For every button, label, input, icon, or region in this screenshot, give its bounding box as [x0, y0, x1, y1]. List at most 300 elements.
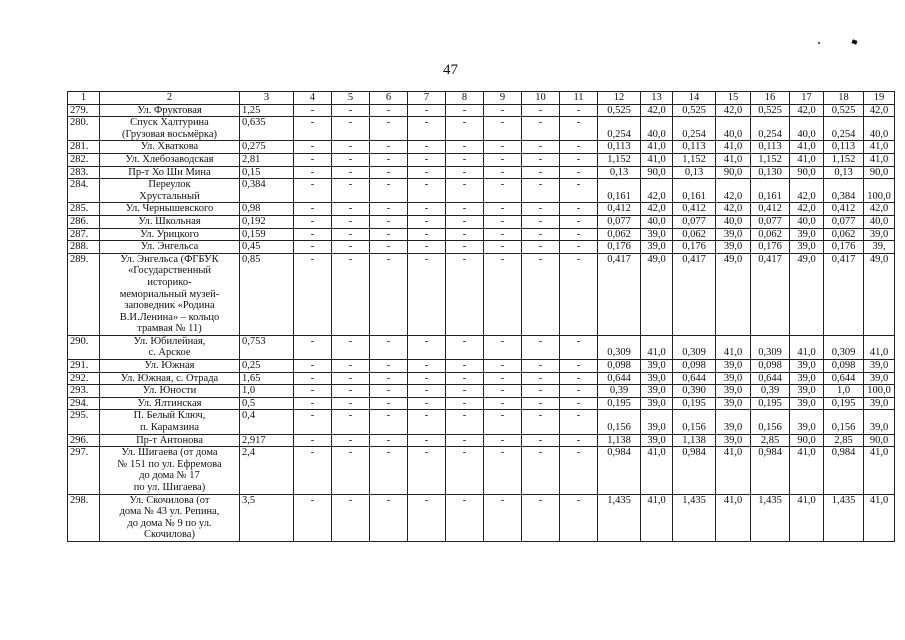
- value-cell: 42,0: [790, 179, 824, 203]
- length-value: 0,159: [240, 228, 294, 241]
- street-name-line: Ул. Скочилова (от: [129, 494, 210, 506]
- empty-dash-cell: -: [484, 179, 522, 203]
- street-name: [100, 410, 240, 434]
- empty-dash-cell: -: [370, 447, 408, 494]
- street-name-line: заповедник «Родина: [124, 300, 215, 312]
- empty-dash-cell: -: [560, 179, 598, 203]
- empty-dash-cell: -: [294, 241, 332, 254]
- empty-dash-cell: -: [446, 434, 484, 447]
- value-cell: 0,984: [824, 447, 864, 494]
- value-cell: 0,254: [824, 117, 864, 141]
- value-cell: 39,0: [716, 241, 751, 254]
- empty-dash-cell: -: [446, 117, 484, 141]
- column-header: 7: [408, 92, 446, 105]
- street-name: [100, 215, 240, 228]
- empty-dash-cell: -: [294, 166, 332, 179]
- empty-dash-cell: -: [446, 203, 484, 216]
- empty-dash-cell: -: [370, 228, 408, 241]
- empty-dash-cell: -: [560, 410, 598, 434]
- empty-dash-cell: -: [446, 215, 484, 228]
- length-value: 3,5: [240, 494, 294, 541]
- value-cell: 0,077: [751, 215, 790, 228]
- empty-dash-cell: -: [294, 335, 332, 359]
- street-name: [100, 179, 240, 203]
- street-name-line: дома № 43 ул. Репина,: [119, 506, 220, 518]
- empty-dash-cell: -: [408, 335, 446, 359]
- value-cell: 42,0: [864, 104, 895, 117]
- empty-dash-cell: -: [408, 166, 446, 179]
- empty-dash-cell: -: [332, 360, 370, 373]
- value-cell: 2,85: [824, 434, 864, 447]
- header-row: [68, 92, 895, 105]
- street-name-line: Ул. Чернышевского: [125, 203, 214, 215]
- empty-dash-cell: -: [484, 166, 522, 179]
- empty-dash-cell: -: [294, 141, 332, 154]
- empty-dash-cell: -: [522, 215, 560, 228]
- street-name-line: по ул. Шигаева): [133, 482, 206, 493]
- value-cell: 42,0: [641, 203, 673, 216]
- empty-dash-cell: -: [370, 241, 408, 254]
- empty-dash-cell: -: [370, 434, 408, 447]
- row-number: 290.: [68, 335, 100, 359]
- value-cell: 0,161: [673, 179, 716, 203]
- value-cell: 0,525: [751, 104, 790, 117]
- value-cell: 40,0: [790, 215, 824, 228]
- table-row: [68, 385, 895, 398]
- street-name: [100, 166, 240, 179]
- value-cell: 90,0: [790, 434, 824, 447]
- value-cell: 39,0: [790, 410, 824, 434]
- value-cell: 41,0: [716, 447, 751, 494]
- length-value: 0,85: [240, 253, 294, 335]
- empty-dash-cell: -: [408, 215, 446, 228]
- length-value: 0,275: [240, 141, 294, 154]
- table-row: [68, 104, 895, 117]
- empty-dash-cell: -: [332, 447, 370, 494]
- length-value: 0,192: [240, 215, 294, 228]
- column-header: 17: [790, 92, 824, 105]
- row-number: 285.: [68, 203, 100, 216]
- value-cell: 40,0: [641, 215, 673, 228]
- value-cell: 39,0: [716, 372, 751, 385]
- value-cell: 0,062: [598, 228, 641, 241]
- empty-dash-cell: -: [446, 166, 484, 179]
- street-name-line: Ул. Южная, с. Отрада: [120, 372, 219, 384]
- empty-dash-cell: -: [370, 410, 408, 434]
- empty-dash-cell: -: [484, 434, 522, 447]
- street-name-line: Ул. Урицкого: [140, 228, 199, 240]
- empty-dash-cell: -: [332, 141, 370, 154]
- empty-dash-cell: -: [408, 153, 446, 166]
- empty-dash-cell: -: [370, 141, 408, 154]
- street-name-line: (Грузовая восьмёрка): [121, 128, 218, 140]
- street-name: [100, 203, 240, 216]
- empty-dash-cell: -: [446, 153, 484, 166]
- value-cell: 0,417: [598, 253, 641, 335]
- row-number: 284.: [68, 179, 100, 203]
- street-name: [100, 360, 240, 373]
- empty-dash-cell: -: [294, 117, 332, 141]
- empty-dash-cell: -: [446, 241, 484, 254]
- street-name-line: Ул. Юности: [142, 385, 197, 397]
- row-number: 282.: [68, 153, 100, 166]
- empty-dash-cell: -: [408, 228, 446, 241]
- value-cell: 41,0: [864, 447, 895, 494]
- column-header: 2: [100, 92, 240, 105]
- street-name-line: «Государственный: [128, 265, 211, 277]
- column-header: 8: [446, 92, 484, 105]
- empty-dash-cell: -: [332, 410, 370, 434]
- value-cell: 1,152: [673, 153, 716, 166]
- street-name-line: В.И.Ленина» – кольцо: [119, 311, 220, 323]
- length-value: 0,45: [240, 241, 294, 254]
- street-name-line: Ул. Фруктовая: [137, 104, 202, 116]
- empty-dash-cell: -: [446, 179, 484, 203]
- street-name: [100, 494, 240, 541]
- value-cell: 41,0: [864, 141, 895, 154]
- value-cell: 90,0: [716, 166, 751, 179]
- empty-dash-cell: -: [294, 385, 332, 398]
- empty-dash-cell: -: [370, 385, 408, 398]
- value-cell: 39,0: [641, 372, 673, 385]
- empty-dash-cell: -: [294, 228, 332, 241]
- column-header: 5: [332, 92, 370, 105]
- empty-dash-cell: -: [522, 372, 560, 385]
- empty-dash-cell: -: [560, 372, 598, 385]
- empty-dash-cell: -: [332, 335, 370, 359]
- length-value: 0,25: [240, 360, 294, 373]
- empty-dash-cell: -: [522, 228, 560, 241]
- empty-dash-cell: -: [446, 104, 484, 117]
- value-cell: 0,195: [751, 397, 790, 410]
- length-value: 1,0: [240, 385, 294, 398]
- empty-dash-cell: -: [560, 141, 598, 154]
- empty-dash-cell: -: [560, 153, 598, 166]
- empty-dash-cell: -: [408, 253, 446, 335]
- page-number: 47: [443, 62, 458, 78]
- street-name-line: № 151 по ул. Ефремова: [117, 458, 222, 470]
- empty-dash-cell: -: [560, 104, 598, 117]
- table-row: [68, 241, 895, 254]
- value-cell: 41,0: [641, 335, 673, 359]
- value-cell: 0,384: [824, 179, 864, 203]
- column-header: 19: [864, 92, 895, 105]
- empty-dash-cell: -: [484, 117, 522, 141]
- street-name-line: историко-: [147, 276, 192, 288]
- value-cell: 39,0: [864, 228, 895, 241]
- value-cell: 0,254: [598, 117, 641, 141]
- empty-dash-cell: -: [522, 360, 560, 373]
- value-cell: 41,0: [641, 447, 673, 494]
- value-cell: 41,0: [716, 335, 751, 359]
- empty-dash-cell: -: [370, 494, 408, 541]
- empty-dash-cell: -: [446, 447, 484, 494]
- value-cell: 1,152: [824, 153, 864, 166]
- value-cell: 39,0: [790, 228, 824, 241]
- value-cell: 41,0: [864, 153, 895, 166]
- empty-dash-cell: -: [332, 385, 370, 398]
- empty-dash-cell: -: [294, 104, 332, 117]
- empty-dash-cell: -: [522, 253, 560, 335]
- empty-dash-cell: -: [484, 360, 522, 373]
- value-cell: 0,062: [824, 228, 864, 241]
- value-cell: 0,098: [824, 360, 864, 373]
- empty-dash-cell: -: [522, 447, 560, 494]
- value-cell: 0,176: [598, 241, 641, 254]
- table-row: [68, 335, 895, 359]
- row-number: 283.: [68, 166, 100, 179]
- empty-dash-cell: -: [294, 410, 332, 434]
- value-cell: 1,152: [751, 153, 790, 166]
- street-name-line: Ул. Энгельса (ФГБУК: [120, 253, 219, 265]
- row-number: 289.: [68, 253, 100, 335]
- empty-dash-cell: -: [332, 372, 370, 385]
- empty-dash-cell: -: [332, 253, 370, 335]
- value-cell: 1,138: [598, 434, 641, 447]
- length-value: 0,753: [240, 335, 294, 359]
- value-cell: 0,525: [673, 104, 716, 117]
- empty-dash-cell: -: [484, 153, 522, 166]
- column-header: 16: [751, 92, 790, 105]
- value-cell: 39,0: [716, 385, 751, 398]
- empty-dash-cell: -: [522, 179, 560, 203]
- empty-dash-cell: -: [408, 117, 446, 141]
- empty-dash-cell: -: [560, 447, 598, 494]
- table-row: [68, 447, 895, 494]
- street-name-line: п. Карамзина: [140, 422, 199, 434]
- street-name-line: Скочилова): [144, 529, 195, 541]
- length-value: 0,5: [240, 397, 294, 410]
- street-name-line: Переулок: [148, 179, 191, 191]
- empty-dash-cell: -: [560, 241, 598, 254]
- empty-dash-cell: -: [294, 179, 332, 203]
- value-cell: 41,0: [790, 153, 824, 166]
- value-cell: 0,062: [673, 228, 716, 241]
- empty-dash-cell: -: [294, 447, 332, 494]
- empty-dash-cell: -: [560, 228, 598, 241]
- column-header: 10: [522, 92, 560, 105]
- empty-dash-cell: -: [522, 141, 560, 154]
- value-cell: 39,0: [790, 372, 824, 385]
- value-cell: 0,309: [824, 335, 864, 359]
- empty-dash-cell: -: [522, 117, 560, 141]
- empty-dash-cell: -: [370, 179, 408, 203]
- empty-dash-cell: -: [332, 241, 370, 254]
- value-cell: 90,0: [864, 166, 895, 179]
- empty-dash-cell: -: [446, 228, 484, 241]
- value-cell: 0,417: [751, 253, 790, 335]
- empty-dash-cell: -: [332, 494, 370, 541]
- table-row: [68, 166, 895, 179]
- street-name: [100, 117, 240, 141]
- value-cell: 41,0: [864, 335, 895, 359]
- value-cell: 0,254: [673, 117, 716, 141]
- row-number: 297.: [68, 447, 100, 494]
- row-number: 280.: [68, 117, 100, 141]
- row-number: 288.: [68, 241, 100, 254]
- value-cell: 0,077: [673, 215, 716, 228]
- value-cell: 41,0: [716, 141, 751, 154]
- length-value: 0,15: [240, 166, 294, 179]
- value-cell: 0,098: [598, 360, 641, 373]
- value-cell: 0,077: [824, 215, 864, 228]
- empty-dash-cell: -: [484, 203, 522, 216]
- value-cell: 39,0: [641, 397, 673, 410]
- street-name-line: Хрустальный: [139, 190, 200, 202]
- table-row: [68, 397, 895, 410]
- empty-dash-cell: -: [560, 434, 598, 447]
- empty-dash-cell: -: [484, 104, 522, 117]
- empty-dash-cell: -: [370, 203, 408, 216]
- value-cell: 41,0: [790, 494, 824, 541]
- value-cell: 1,435: [673, 494, 716, 541]
- value-cell: 49,0: [790, 253, 824, 335]
- value-cell: 0,113: [824, 141, 864, 154]
- empty-dash-cell: -: [408, 241, 446, 254]
- empty-dash-cell: -: [408, 179, 446, 203]
- empty-dash-cell: -: [332, 203, 370, 216]
- empty-dash-cell: -: [294, 253, 332, 335]
- empty-dash-cell: -: [370, 104, 408, 117]
- empty-dash-cell: -: [484, 141, 522, 154]
- value-cell: 0,113: [751, 141, 790, 154]
- table-row: [68, 360, 895, 373]
- value-cell: 90,0: [790, 166, 824, 179]
- scan-speck: [818, 42, 820, 44]
- length-value: 0,384: [240, 179, 294, 203]
- value-cell: 40,0: [716, 215, 751, 228]
- length-value: 0,4: [240, 410, 294, 434]
- table-row: [68, 494, 895, 541]
- empty-dash-cell: -: [560, 166, 598, 179]
- street-name-line: Ул. Ялтинская: [137, 397, 202, 409]
- value-cell: 0,984: [751, 447, 790, 494]
- value-cell: 39,0: [716, 360, 751, 373]
- value-cell: 0,412: [673, 203, 716, 216]
- table-row: [68, 434, 895, 447]
- empty-dash-cell: -: [370, 215, 408, 228]
- value-cell: 0,984: [598, 447, 641, 494]
- value-cell: 0,984: [673, 447, 716, 494]
- street-name-line: Ул. Хлебозаводская: [125, 153, 214, 165]
- empty-dash-cell: -: [446, 141, 484, 154]
- empty-dash-cell: -: [560, 253, 598, 335]
- value-cell: 39,: [864, 241, 895, 254]
- value-cell: 39,0: [790, 241, 824, 254]
- length-value: 1,25: [240, 104, 294, 117]
- value-cell: 41,0: [716, 153, 751, 166]
- value-cell: 41,0: [641, 141, 673, 154]
- value-cell: 39,0: [716, 397, 751, 410]
- street-name: [100, 335, 240, 359]
- value-cell: 39,0: [641, 241, 673, 254]
- value-cell: 39,0: [864, 360, 895, 373]
- empty-dash-cell: -: [332, 397, 370, 410]
- value-cell: 0,309: [673, 335, 716, 359]
- value-cell: 0,098: [673, 360, 716, 373]
- value-cell: 0,525: [824, 104, 864, 117]
- value-cell: 40,0: [790, 117, 824, 141]
- empty-dash-cell: -: [560, 397, 598, 410]
- value-cell: 39,0: [716, 228, 751, 241]
- street-name: [100, 447, 240, 494]
- value-cell: 39,0: [790, 385, 824, 398]
- empty-dash-cell: -: [294, 494, 332, 541]
- table-row: [68, 203, 895, 216]
- value-cell: 49,0: [864, 253, 895, 335]
- value-cell: 0,412: [751, 203, 790, 216]
- empty-dash-cell: -: [332, 434, 370, 447]
- value-cell: 39,0: [641, 228, 673, 241]
- value-cell: 41,0: [864, 494, 895, 541]
- value-cell: 0,195: [673, 397, 716, 410]
- street-name-line: трамвая № 11): [137, 323, 202, 335]
- value-cell: 1,435: [751, 494, 790, 541]
- value-cell: 0,113: [598, 141, 641, 154]
- empty-dash-cell: -: [484, 397, 522, 410]
- column-header: 6: [370, 92, 408, 105]
- empty-dash-cell: -: [408, 494, 446, 541]
- value-cell: 41,0: [641, 153, 673, 166]
- empty-dash-cell: -: [408, 410, 446, 434]
- street-name: [100, 228, 240, 241]
- empty-dash-cell: -: [522, 153, 560, 166]
- value-cell: 0,417: [673, 253, 716, 335]
- value-cell: 0,161: [598, 179, 641, 203]
- value-cell: 39,0: [790, 360, 824, 373]
- empty-dash-cell: -: [408, 397, 446, 410]
- table-row: [68, 228, 895, 241]
- value-cell: 41,0: [716, 494, 751, 541]
- street-name-line: Ул. Энгельса: [140, 241, 199, 253]
- empty-dash-cell: -: [294, 372, 332, 385]
- value-cell: 90,0: [864, 434, 895, 447]
- value-cell: 39,0: [864, 410, 895, 434]
- value-cell: 2,85: [751, 434, 790, 447]
- empty-dash-cell: -: [370, 372, 408, 385]
- table-row: [68, 179, 895, 203]
- empty-dash-cell: -: [522, 494, 560, 541]
- column-header: 1: [68, 92, 100, 105]
- empty-dash-cell: -: [332, 179, 370, 203]
- value-cell: 0,176: [673, 241, 716, 254]
- empty-dash-cell: -: [446, 372, 484, 385]
- value-cell: 0,195: [824, 397, 864, 410]
- row-number: 281.: [68, 141, 100, 154]
- table-row: [68, 153, 895, 166]
- value-cell: 100,0: [864, 385, 895, 398]
- row-number: 287.: [68, 228, 100, 241]
- empty-dash-cell: -: [560, 215, 598, 228]
- empty-dash-cell: -: [484, 215, 522, 228]
- street-name-line: с. Арское: [148, 347, 191, 359]
- empty-dash-cell: -: [560, 335, 598, 359]
- empty-dash-cell: -: [560, 203, 598, 216]
- column-header: 4: [294, 92, 332, 105]
- empty-dash-cell: -: [484, 253, 522, 335]
- column-header: 15: [716, 92, 751, 105]
- value-cell: 0,390: [673, 385, 716, 398]
- value-cell: 0,525: [598, 104, 641, 117]
- empty-dash-cell: -: [484, 372, 522, 385]
- value-cell: 0,644: [673, 372, 716, 385]
- value-cell: 0,195: [598, 397, 641, 410]
- value-cell: 0,13: [598, 166, 641, 179]
- empty-dash-cell: -: [408, 372, 446, 385]
- value-cell: 1,435: [824, 494, 864, 541]
- value-cell: 0,113: [673, 141, 716, 154]
- empty-dash-cell: -: [446, 410, 484, 434]
